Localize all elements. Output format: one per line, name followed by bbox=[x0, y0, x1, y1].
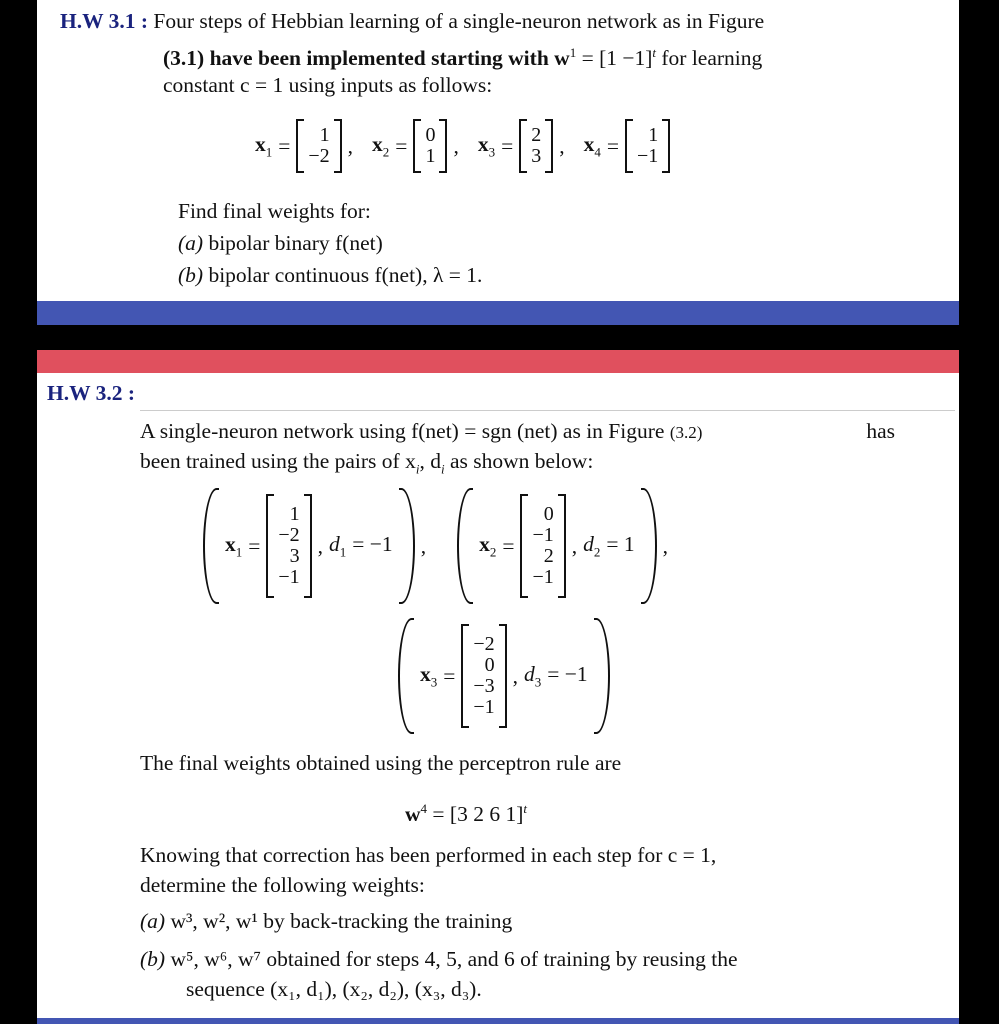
hw31-vector-row bbox=[252, 118, 692, 174]
hw31-vector-1-bracket-left bbox=[296, 119, 304, 173]
hw32-label: H.W 3.2 : bbox=[47, 381, 135, 405]
hw32-w4-vals: = [3 2 6 1] bbox=[432, 802, 524, 827]
hw32-intro2c: as shown below: bbox=[444, 449, 594, 473]
hw32-pair-2-x-entry: −1 bbox=[532, 524, 554, 546]
hw32-item-a bbox=[140, 908, 512, 934]
hw31-vector-2-entry: 1 bbox=[425, 145, 436, 167]
hw31-equals: = bbox=[606, 133, 619, 158]
hw31-item-a bbox=[178, 230, 383, 256]
hw31-separator: , bbox=[559, 133, 565, 158]
hw32-pair-1-d bbox=[329, 532, 393, 560]
hw31-vector-4-bracket-right bbox=[662, 119, 670, 173]
red-divider-stripe bbox=[37, 350, 959, 373]
hw32-w4-sup: 4 bbox=[420, 801, 428, 816]
hw31-line2 bbox=[163, 40, 762, 71]
hw32-pair-3-x-bracket-right bbox=[499, 624, 507, 728]
hw31-line1: Four steps of Hebbian learning of a single-neuron network as in Figure bbox=[153, 9, 765, 33]
hw31-line2f: for learning bbox=[656, 46, 763, 71]
hw32-know1: Knowing that correction has been performed in each step for c = 1, bbox=[140, 843, 717, 867]
hw32-pair-3-paren-left bbox=[398, 618, 414, 734]
hw32-equals: = bbox=[443, 663, 456, 688]
hw31-equals: = bbox=[278, 133, 291, 158]
hw31-vector-4-label bbox=[584, 132, 601, 160]
hw32-intro2b: , d bbox=[419, 449, 441, 473]
hw31-line3: constant c = 1 using inputs as follows: bbox=[163, 73, 493, 97]
hw32-final: The final weights obtained using the perceptron rule are bbox=[140, 751, 622, 775]
hw31-vector-3-bracket-right bbox=[545, 119, 553, 173]
hw32-pair-2-x-bracket-left bbox=[520, 494, 528, 598]
hw31-vector-3-bracket-left bbox=[519, 119, 527, 173]
hw32-a-text: w³, w², w¹ by back-tracking the training bbox=[170, 909, 513, 933]
hw31-w-t: t bbox=[652, 45, 657, 60]
hw32-pair-3-x-label bbox=[420, 662, 437, 690]
hw31-w-vals: = [1 −1] bbox=[576, 46, 653, 71]
hw32-b-text: w⁵, w⁶, w⁷ obtained for steps 4, 5, and 6 of training by reusing the bbox=[170, 947, 738, 971]
hw32-pair-1-paren-right bbox=[399, 488, 415, 604]
hw31-vector-1-entry: −2 bbox=[308, 145, 330, 167]
hw31-vector-4-column bbox=[633, 125, 662, 167]
hw32-pair-3-d-sub: 3 bbox=[534, 674, 542, 690]
hw32-pair-2-x-entry: 0 bbox=[543, 503, 554, 525]
hw32-pair-1-paren-left bbox=[203, 488, 219, 604]
bottom-stripe bbox=[37, 1018, 959, 1024]
hw31-vector-4-bracket-left bbox=[625, 119, 633, 173]
hw32-item-b bbox=[140, 946, 738, 972]
hw31-a-label: (a) bbox=[178, 231, 204, 255]
hw32-pair-2-paren-right bbox=[641, 488, 657, 604]
hw32-pair-2-x-entry: −1 bbox=[532, 566, 554, 588]
hw31-w: w bbox=[554, 46, 570, 71]
hw32-pair-1-d-value: = −1 bbox=[352, 531, 393, 556]
hw32-pair-3-x-column bbox=[469, 634, 498, 718]
hw32-pair-row-1 bbox=[200, 486, 696, 606]
hw31-separator: , bbox=[453, 133, 459, 158]
hw32-pair-2-d bbox=[583, 532, 635, 560]
hw31-vector-2-bracket-right bbox=[439, 119, 447, 173]
hw32-intro1a: A single-neuron network using f(net) = sgn (net) as in Figure bbox=[140, 419, 665, 443]
hw32-pair-3-x-bracket-left bbox=[461, 624, 469, 728]
hw31-vector-2-label-sub: 2 bbox=[382, 144, 390, 160]
hw31-vector-3-column bbox=[527, 125, 545, 167]
hw32-pair-separator: , bbox=[420, 533, 427, 558]
hw32-intro1c: has bbox=[866, 419, 895, 443]
hw32-pair-1-x bbox=[266, 494, 311, 598]
hw32-pair-2-x-label-symbol: x bbox=[479, 531, 490, 556]
hw31-w-sup: 1 bbox=[569, 45, 577, 60]
hw32-pair-1-d-symbol: d bbox=[329, 531, 340, 556]
hw31-find: Find final weights for: bbox=[178, 199, 371, 223]
hw32-pair-2-x-label bbox=[479, 532, 496, 560]
hw31-vector-3-label bbox=[478, 132, 495, 160]
hw32-comma: , bbox=[317, 533, 324, 558]
hw31-equals: = bbox=[395, 133, 408, 158]
hw32-pair-1-x-entry: 1 bbox=[289, 503, 300, 525]
hw32-pair-1-x-entry: −2 bbox=[278, 524, 300, 546]
hw32-comma: , bbox=[571, 533, 578, 558]
hw31-vector-1-column bbox=[304, 125, 333, 167]
hw31-vector-3-entry: 2 bbox=[531, 124, 542, 146]
hw32-pair-2-paren-left bbox=[457, 488, 473, 604]
hw32-intro2: been trained using the pairs of $x_i$, $d_i$ as shown below: bbox=[140, 449, 594, 477]
hw32-pair-2-x-entry: 2 bbox=[543, 545, 554, 567]
hw31-vector-2-column bbox=[421, 125, 439, 167]
hw31-line2a: (3.1) have been implemented starting with bbox=[163, 46, 549, 71]
hw31-b-text: bipolar continuous f(net), λ = 1. bbox=[208, 263, 483, 287]
hw31-vector-2 bbox=[413, 119, 447, 173]
hw32-pair-1-x-label bbox=[225, 532, 242, 560]
hw32-pair-3-x-entry: −2 bbox=[473, 633, 495, 655]
hw32-pair-3-x-entry: 0 bbox=[484, 654, 495, 676]
hw32-a-label: (a) bbox=[140, 909, 166, 933]
hw31-vector-2-entry: 0 bbox=[425, 124, 436, 146]
hw31-vector-3-label-sub: 3 bbox=[488, 144, 496, 160]
hw31-vector-2-bracket-left bbox=[413, 119, 421, 173]
hw31-vector-1-label bbox=[255, 132, 272, 160]
hw32-b-text2: sequence (x₁, d₁), (x₂, d₂), (x₃, d₃). bbox=[186, 977, 482, 1001]
hw31-item-b bbox=[178, 262, 482, 288]
hw32-pair-3-d-symbol: d bbox=[524, 661, 535, 686]
hw32-pair-2-d-sub: 2 bbox=[593, 544, 601, 560]
hw32-pair-1-x-column bbox=[274, 504, 303, 588]
hw32-pair-2-x-label-sub: 2 bbox=[489, 544, 497, 560]
hw32-know2: determine the following weights: bbox=[140, 873, 425, 897]
hw32-pair-1-x-entry: 3 bbox=[289, 545, 300, 567]
hw32-pair-3-x-entry: −3 bbox=[473, 675, 495, 697]
hw31-a-text: bipolar binary f(net) bbox=[208, 231, 383, 255]
hw31-label: H.W 3.1 : bbox=[60, 9, 148, 33]
hw32-rule bbox=[140, 410, 955, 411]
hw32-pair-3-d-value: = −1 bbox=[547, 661, 588, 686]
hw32-equals: = bbox=[248, 533, 261, 558]
hw32-pair-1-x-bracket-right bbox=[304, 494, 312, 598]
hw31-vector-4-entry: 1 bbox=[648, 124, 659, 146]
hw32-pair-3-paren-right bbox=[594, 618, 610, 734]
hw32-pair-1-x-entry: −1 bbox=[278, 566, 300, 588]
hw32-pair-1-d-sub: 1 bbox=[339, 544, 347, 560]
hw32-pair-2-x bbox=[520, 494, 565, 598]
hw31-vector-4-entry: −1 bbox=[636, 145, 659, 167]
hw32-pair-3-x bbox=[461, 624, 506, 728]
hw31-vector-1-entry: 1 bbox=[319, 124, 330, 146]
hw31-equals: = bbox=[501, 133, 514, 158]
hw32-pair-2-x-column bbox=[528, 504, 557, 588]
hw31-heading bbox=[60, 8, 764, 34]
hw32-pair-row-2 bbox=[395, 616, 644, 736]
hw31-vector-3 bbox=[519, 119, 553, 173]
hw32-pair-1-x-bracket-left bbox=[266, 494, 274, 598]
blue-divider-stripe bbox=[37, 301, 959, 325]
hw32-w4-t: t bbox=[523, 801, 527, 816]
hw32-intro1 bbox=[140, 418, 895, 446]
hw32-pair-3-x-label-sub: 3 bbox=[430, 674, 438, 690]
hw32-pair-separator: , bbox=[662, 533, 668, 558]
hw32-pair-2-d-value: = 1 bbox=[606, 531, 635, 556]
hw32-equals: = bbox=[502, 533, 515, 558]
hw32-pair-1-x-label-symbol: x bbox=[225, 531, 236, 556]
hw31-vector-1-label-symbol: x bbox=[255, 131, 266, 156]
hw32-w4 bbox=[405, 796, 527, 827]
hw32-intro2: been trained using the pairs of x bbox=[140, 449, 416, 473]
hw32-w4-name: w bbox=[405, 802, 421, 827]
hw31-vector-4 bbox=[625, 119, 670, 173]
hw31-separator: , bbox=[347, 133, 354, 158]
hw32-pair-2-d-symbol: d bbox=[583, 531, 594, 556]
hw31-vector-1 bbox=[296, 119, 341, 173]
hw32-intro1b: (3.2) bbox=[669, 423, 703, 442]
hw32-intro2-sub: i bbox=[415, 461, 420, 477]
hw32-pair-3-x-entry: −1 bbox=[473, 696, 495, 718]
hw31-b-label: (b) bbox=[178, 263, 204, 287]
hw31-vector-4-label-sub: 4 bbox=[594, 144, 601, 160]
hw32-comma: , bbox=[512, 663, 519, 688]
hw32-pair-1-x-label-sub: 1 bbox=[235, 544, 243, 560]
hw31-vector-1-bracket-right bbox=[334, 119, 342, 173]
hw32-pair-2-x-bracket-right bbox=[558, 494, 566, 598]
hw31-vector-3-entry: 3 bbox=[531, 145, 542, 167]
hw32-pair-3-x-label-symbol: x bbox=[420, 661, 431, 686]
hw31-vector-4-label-symbol: x bbox=[583, 131, 595, 156]
hw32-b-label: (b) bbox=[140, 947, 166, 971]
hw31-vector-2-label bbox=[372, 132, 389, 160]
hw32-pair-3-d bbox=[524, 662, 588, 690]
hw31-vector-2-label-symbol: x bbox=[372, 131, 383, 156]
hw31-vector-3-label-symbol: x bbox=[477, 131, 489, 156]
hw31-vector-1-label-sub: 1 bbox=[265, 144, 273, 160]
